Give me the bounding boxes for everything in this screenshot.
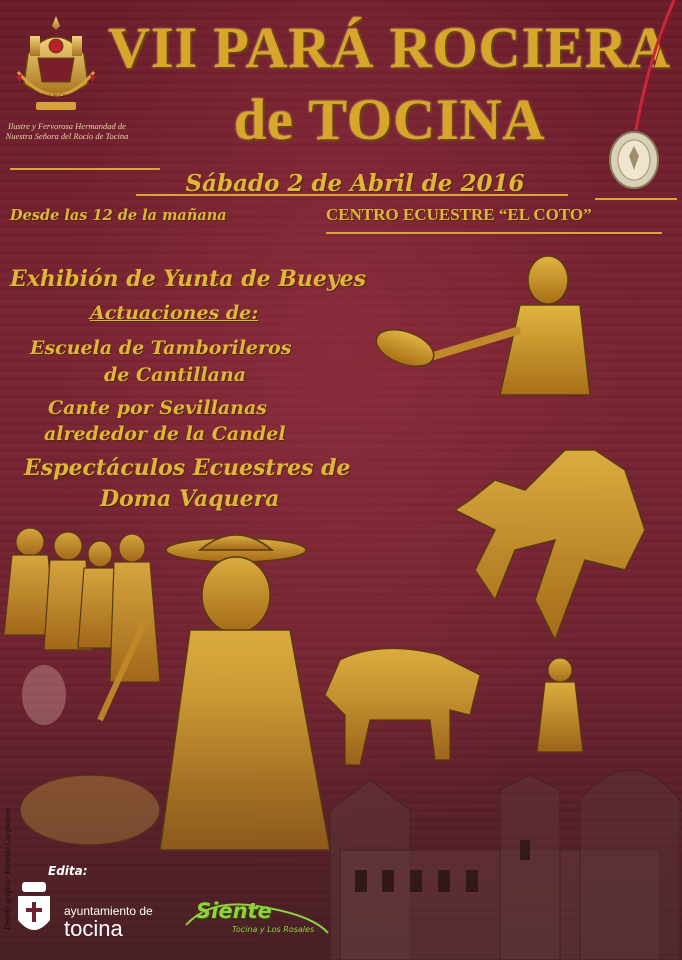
- siente-tagline: Tocina y Los Rosales: [232, 925, 315, 934]
- title-line-2: de TOCINA: [234, 87, 546, 152]
- event-time: Desde las 12 de la mañana: [10, 207, 227, 224]
- ayuntamiento-shield-icon: [14, 880, 54, 940]
- ayuntamiento-line-2: tocina: [64, 916, 123, 941]
- brotherhood-text: Ilustre y Fervorosa Hermandad de Nuestra Señora del Rocío de Tocina: [5, 121, 129, 141]
- divider-line: [595, 198, 677, 200]
- musicians-illustration: [4, 528, 160, 682]
- program-line-cantillana: de Cantillana: [104, 364, 247, 386]
- program-line-equestrian: Espectáculos Ecuestres de: [24, 455, 351, 481]
- program-line-doma: Doma Vaquera: [100, 486, 280, 512]
- medal-icon: [578, 0, 678, 200]
- program-heading: Actuaciones de:: [90, 302, 259, 324]
- title-line-1: VII PARÁ ROCIERA: [108, 15, 671, 80]
- program-line-oxen: Exhibión de Yunta de Bueyes: [10, 266, 366, 292]
- designer-credit: Diseño gráfico: Ricardo Carpintero: [2, 807, 12, 930]
- emblem-motto: [28, 88, 76, 100]
- ayuntamiento-line-1: ayuntamiento de: [64, 904, 153, 918]
- siente-logo: Siente: [196, 899, 272, 923]
- virgin-face-illustration: [22, 665, 66, 725]
- event-date: Sábado 2 de Abril de 2016: [185, 170, 525, 197]
- divider-line: [10, 168, 160, 170]
- program-line-candel: alrededor de la Candel: [44, 423, 286, 445]
- brotherhood-emblem-icon: [8, 14, 104, 118]
- edita-label: Edita:: [48, 864, 88, 878]
- svg-text:Su Bien de Cruz: Su Bien de Cruz: [34, 93, 70, 99]
- event-venue: CENTRO ECUESTRE “EL COTO”: [326, 205, 592, 224]
- horse-rider-illustration: [371, 256, 645, 640]
- program-line-cante: Cante por Sevillanas: [48, 397, 267, 419]
- program-line-school: Escuela de Tamborileros: [30, 337, 292, 359]
- divider-line: [326, 232, 662, 234]
